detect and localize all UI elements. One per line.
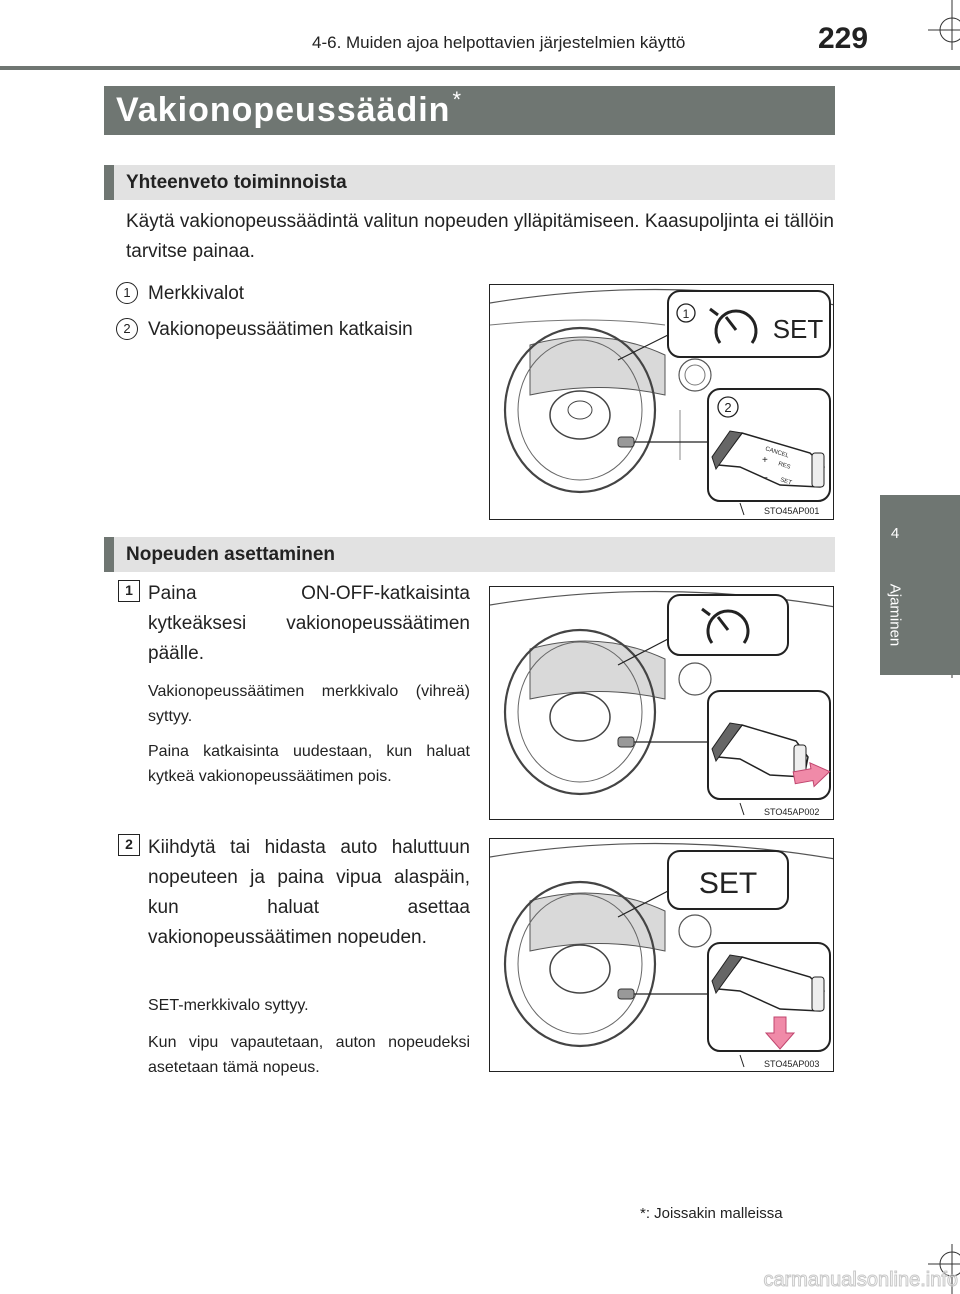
main-title bbox=[116, 87, 463, 130]
callout-set-text: SET bbox=[698, 867, 758, 900]
crop-mark-top-right bbox=[918, 0, 960, 50]
watermark-logo bbox=[760, 1262, 960, 1294]
step-1-text: Paina ON-OFF-katkaisinta kytkeäksesi vakionopeussäätimen päälle. bbox=[148, 583, 470, 664]
callout-number-2: 2 bbox=[724, 400, 732, 415]
step-number-1: 1 bbox=[118, 580, 140, 602]
step-1-note-1: Vakionopeussäätimen merkkivalo (vihreä) syttyy. bbox=[148, 683, 470, 725]
lever-minus-label: − bbox=[762, 473, 768, 484]
figure-switch-on bbox=[489, 586, 834, 820]
main-title-asterisk: * bbox=[452, 87, 463, 112]
item-label-switch: Vakionopeussäätimen katkaisin bbox=[148, 319, 413, 340]
lever-res-label: RES bbox=[777, 461, 791, 471]
footnote bbox=[640, 1205, 783, 1222]
section-heading-text: Nopeuden asettaminen bbox=[126, 544, 336, 565]
lever-plus-label: + bbox=[762, 455, 768, 466]
section-heading-setting-speed bbox=[104, 537, 835, 572]
section-accent bbox=[104, 537, 114, 572]
step-2-note-1: SET-merkkivalo syttyy. bbox=[148, 997, 309, 1014]
step-2-note-2: Kun vipu vapautetaan, auton nopeudeksi asetetaan tämä nopeus. bbox=[148, 1034, 470, 1076]
figure-set-speed bbox=[489, 838, 834, 1072]
step-2-text: Kiihdytä tai hidasta auto haluttuun nopeuteen ja paina vipua alaspäin, kun haluat asettaa vakionopeussäätimen nopeuden. bbox=[148, 837, 470, 948]
lever-cancel-label: CANCEL bbox=[764, 446, 790, 460]
item-number-2: 2 bbox=[116, 318, 138, 340]
lever-set-label: SET bbox=[779, 477, 793, 487]
dashboard-illustration bbox=[490, 839, 834, 1072]
figure-code-2: STO45AP002 bbox=[764, 807, 820, 817]
chapter-label-wrap bbox=[884, 565, 906, 665]
callout-number-1: 1 bbox=[682, 307, 690, 321]
footnote-symbol: * bbox=[640, 1205, 646, 1222]
figure-code-1: STO45AP001 bbox=[764, 506, 820, 516]
figure-code-3: STO45AP003 bbox=[764, 1059, 820, 1069]
chapter-label: Ajaminen bbox=[886, 583, 904, 647]
item-number-1: 1 bbox=[116, 282, 138, 304]
section-heading-text: Yhteenveto toiminnoista bbox=[126, 172, 347, 193]
callout-set-text: SET bbox=[772, 314, 824, 344]
main-title-text: Vakionopeussäädin bbox=[116, 91, 451, 129]
chapter-side-tab[interactable] bbox=[880, 495, 960, 675]
footnote-text: : Joissakin malleissa bbox=[645, 1205, 783, 1222]
dashboard-illustration bbox=[490, 587, 834, 820]
section-heading-summary bbox=[104, 165, 835, 200]
intro-paragraph: Käytä vakionopeussäädintä valitun nopeuden ylläpitämiseen. Kaasupoljinta ei tällöin tarvitse painaa. bbox=[126, 211, 834, 262]
main-title-bar bbox=[104, 86, 835, 135]
running-header: 4-6. Muiden ajoa helpottavien järjestelmien käyttö bbox=[312, 33, 686, 52]
step-1-note-2: Paina katkaisinta uudestaan, kun haluat kytkeä vakionopeussäätimen pois. bbox=[148, 743, 470, 785]
section-accent bbox=[104, 165, 114, 200]
header-rule bbox=[0, 66, 960, 70]
page-number: 229 bbox=[818, 22, 869, 55]
svg-text:carmanualsonline.info: carmanualsonline.info bbox=[763, 1269, 958, 1291]
dashboard-illustration bbox=[490, 285, 834, 520]
chapter-number: 4 bbox=[890, 525, 900, 542]
step-number-2: 2 bbox=[118, 834, 140, 856]
figure-overview bbox=[489, 284, 834, 520]
item-label-indicators: Merkkivalot bbox=[148, 283, 245, 304]
